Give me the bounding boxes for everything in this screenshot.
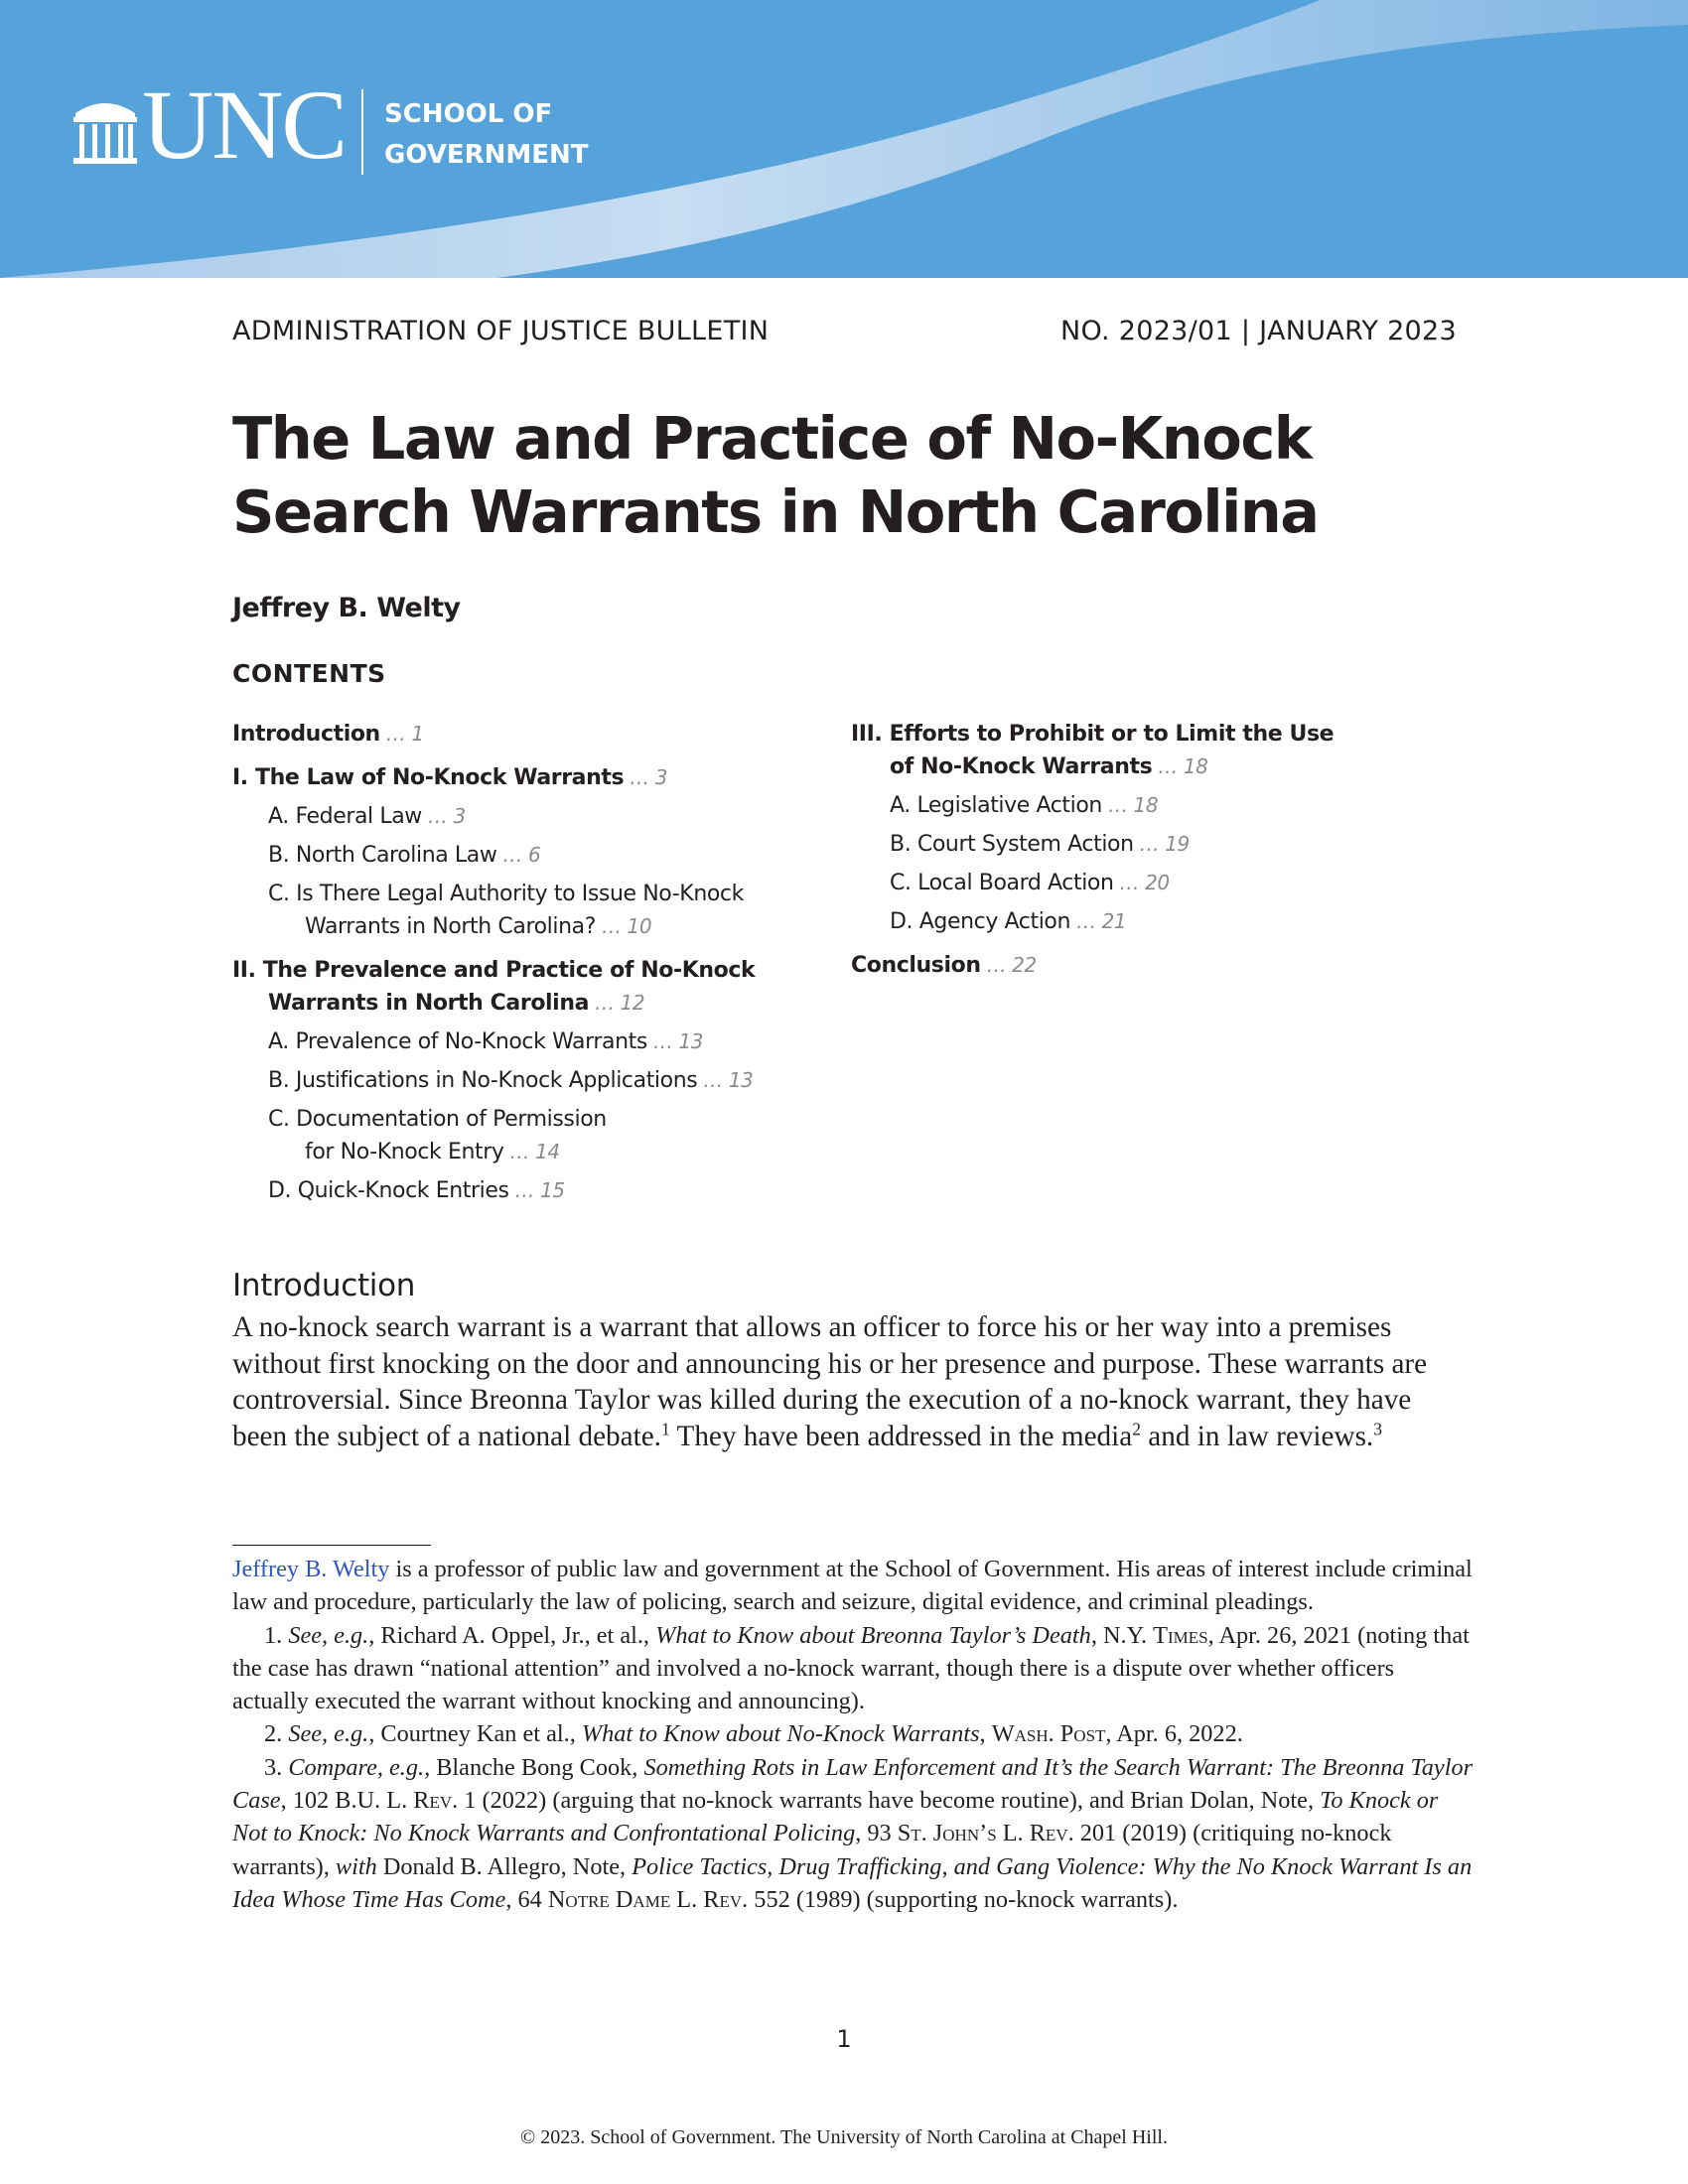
toc-section-2c[interactable] (268, 1107, 607, 1132)
toc-conclusion[interactable] (851, 953, 1037, 978)
toc-label: III. Efforts to Prohibit or to Limit the Use (851, 722, 1335, 747)
toc-leader: … (595, 991, 615, 1015)
toc-page: 3 (654, 765, 668, 789)
toc-section-3-cont[interactable] (890, 754, 1208, 779)
footnote-text: , Apr. 26, 2021 (noting that the case has drawn “national attention” and involved a no-knock warrant, though there is a dispute over whether officers actually executed the warrant without knocking and announcing). (232, 1621, 1470, 1715)
toc-label: B. Court System Action (890, 832, 1134, 857)
title-line-2: Search Warrants in North Carolina (232, 478, 1319, 546)
toc-label: Conclusion (851, 953, 981, 978)
toc-leader: … (514, 1178, 535, 1202)
author-link[interactable]: Jeffrey B. Welty (232, 1556, 390, 1582)
citation-signal: Compare, e.g., (288, 1753, 431, 1781)
unc-logo-text: UNC (142, 69, 347, 180)
citation-title: What to Know about Breonna Taylor’s Death (655, 1621, 1091, 1649)
page-number: 1 (836, 2025, 852, 2053)
footnote-divider (232, 1545, 431, 1546)
old-well-icon (71, 95, 139, 167)
toc-section-1[interactable] (232, 765, 667, 790)
introduction-heading: Introduction (232, 1268, 416, 1303)
footnote-text: Blanche Bong Cook, (430, 1753, 644, 1781)
toc-section-1b[interactable] (268, 843, 540, 868)
footnotes (232, 1553, 1474, 1916)
footnote-ref-1[interactable]: 1 (660, 1418, 670, 1438)
introduction-paragraph (232, 1309, 1464, 1454)
toc-leader: … (502, 843, 523, 867)
footnote-text: Courtney Kan et al., (374, 1720, 582, 1748)
toc-section-3[interactable] (851, 722, 1334, 747)
toc-label: I. The Law of No-Knock Warrants (232, 765, 625, 790)
toc-label: Introduction (232, 722, 380, 747)
toc-section-2d[interactable] (268, 1178, 565, 1203)
toc-label: D. Agency Action (890, 909, 1071, 934)
intro-text: A no-knock search warrant is a warrant that allows an officer to force his or her way into a premises without first knocking on the door and announcing his or her presence and purpose. These warrants are controversial. Since Breonna Taylor was killed during the execution of a no-knock warrant, they have been the subject of a national debate. (232, 1311, 1428, 1452)
toc-section-1c-cont[interactable] (305, 914, 651, 939)
citation-signal: with (335, 1852, 377, 1880)
toc-leader: … (986, 953, 1007, 977)
footnote-text: Richard A. Oppel, Jr., et al., (374, 1621, 656, 1649)
intro-text: They have been addressed in the media (669, 1420, 1133, 1452)
footnote-text: , 102 B.U. L. (280, 1787, 414, 1815)
footnote-3 (232, 1751, 1474, 1916)
citation-title: Police Tactics, Drug Trafficking, and Gang Violence: Why the No Knock Warrant Is an Idea Whose Time Has Come (232, 1852, 1473, 1913)
toc-section-3a[interactable] (890, 793, 1158, 818)
footnote-ref-2[interactable]: 2 (1132, 1418, 1141, 1438)
author-name: Jeffrey B. Welty (232, 593, 461, 623)
footnote-text: , 64 (505, 1885, 548, 1913)
citation-title: What to Know about No-Knock Warrants (581, 1720, 980, 1748)
toc-section-2b[interactable] (268, 1068, 754, 1093)
author-bio-text: is a professor of public law and government at the School of Government. His areas of interest include criminal law and procedure, particularly the law of policing, search and seizure, digital evidence, and criminal pleadings. (232, 1556, 1473, 1616)
footnote-number: 2. (264, 1720, 283, 1748)
footnote-text: Donald B. Allegro, Note, (376, 1852, 633, 1880)
toc-section-2a[interactable] (268, 1029, 703, 1054)
citation-signal: See, e.g., (288, 1621, 375, 1649)
toc-leader: … (1119, 871, 1140, 894)
citation-publication: St. John’s L. Rev. (897, 1820, 1074, 1847)
toc-section-1c[interactable] (268, 882, 744, 906)
toc-page: 12 (620, 991, 645, 1015)
toc-label: Warrants in North Carolina (268, 991, 590, 1016)
toc-page: 10 (627, 914, 652, 938)
toc-label: C. Documentation of Permission (268, 1107, 607, 1132)
toc-page: 13 (678, 1029, 704, 1053)
toc-page: 18 (1183, 754, 1208, 778)
citation-publication: Wash. Post (991, 1720, 1106, 1748)
citation-signal: See, e.g., (288, 1720, 375, 1748)
document-title (232, 402, 1325, 549)
school-of-government-label (384, 94, 589, 176)
toc-label: A. Legislative Action (890, 793, 1102, 818)
footnote-text: 552 (1989) (supporting no-knock warrants). (748, 1885, 1179, 1913)
citation-publication: Rev. (413, 1787, 459, 1815)
toc-leader: … (1076, 909, 1096, 933)
bulletin-number-date: NO. 2023/01 | JANUARY 2023 (1060, 316, 1457, 346)
copyright-notice: © 2023. School of Government. The University of North Carolina at Chapel Hill. (520, 2126, 1168, 2148)
citation-title: To Knock or Not to Knock: No Knock Warrants and Confrontational Policing (232, 1787, 1439, 1847)
toc-page: 1 (411, 722, 424, 746)
footnote-text: 201 (2019) (critiquing no-knock warrants), (232, 1820, 1392, 1880)
author-bio-note (232, 1553, 1474, 1619)
toc-leader: … (652, 1029, 673, 1053)
footnote-number: 1. (264, 1621, 283, 1649)
toc-label: B. North Carolina Law (268, 843, 497, 868)
toc-label: Warrants in North Carolina? (305, 914, 596, 939)
footnote-text: , (979, 1720, 992, 1748)
footnote-number: 3. (264, 1753, 283, 1781)
toc-label: of No-Knock Warrants (890, 754, 1153, 779)
toc-leader: … (1139, 832, 1160, 856)
footnote-1 (232, 1619, 1474, 1718)
toc-leader: … (703, 1068, 723, 1092)
toc-label: A. Federal Law (268, 804, 422, 829)
toc-label: for No-Knock Entry (305, 1140, 504, 1164)
toc-label: B. Justifications in No-Knock Applications (268, 1068, 698, 1093)
toc-leader: … (630, 765, 649, 789)
citation-publication: Notre Dame L. Rev. (547, 1885, 749, 1913)
footnote-ref-3[interactable]: 3 (1373, 1418, 1382, 1438)
toc-label: A. Prevalence of No-Knock Warrants (268, 1029, 647, 1054)
citation-title: Something Rots in Law Enforcement and It’s the Search Warrant: The Breonna Taylor Case (232, 1753, 1474, 1815)
toc-leader: … (601, 914, 622, 938)
footnote-text: , 93 (855, 1820, 898, 1847)
toc-page: 13 (728, 1068, 754, 1092)
intro-text: and in law reviews. (1140, 1420, 1374, 1452)
toc-label: C. Local Board Action (890, 871, 1114, 895)
toc-page: 6 (528, 843, 541, 867)
toc-section-3d[interactable] (890, 909, 1126, 934)
toc-introduction[interactable] (232, 722, 424, 747)
toc-page: 21 (1101, 909, 1127, 933)
toc-leader: … (385, 722, 406, 746)
org-line-1: SCHOOL OF (384, 99, 553, 129)
toc-section-1a[interactable] (268, 804, 466, 829)
toc-page: 19 (1165, 832, 1190, 856)
toc-page: 3 (453, 804, 466, 828)
toc-section-3b[interactable] (890, 832, 1190, 857)
toc-page: 14 (535, 1140, 560, 1163)
footnote-text: , Apr. 6, 2022. (1105, 1720, 1243, 1748)
toc-section-2-cont[interactable] (268, 991, 644, 1016)
toc-page: 15 (540, 1178, 565, 1202)
header-banner (0, 0, 1688, 278)
toc-section-2[interactable] (232, 958, 755, 983)
logo-divider (361, 89, 363, 175)
toc-leader: … (1107, 793, 1128, 817)
contents-heading: CONTENTS (232, 659, 386, 688)
bulletin-series: ADMINISTRATION OF JUSTICE BULLETIN (232, 316, 770, 346)
title-line-1: The Law and Practice of No-Knock (232, 404, 1312, 473)
toc-section-3c[interactable] (890, 871, 1170, 895)
toc-label: II. The Prevalence and Practice of No-Knock (232, 958, 756, 983)
toc-section-2c-cont[interactable] (305, 1140, 560, 1164)
toc-label: C. Is There Legal Authority to Issue No-Knock (268, 882, 744, 906)
toc-page: 18 (1133, 793, 1159, 817)
citation-publication: Times (1153, 1621, 1208, 1649)
footnote-text: , N.Y. (1090, 1621, 1154, 1649)
footnote-2 (232, 1717, 1474, 1750)
toc-leader: … (427, 804, 448, 828)
org-line-2: GOVERNMENT (384, 140, 589, 170)
footnote-text: 1 (2022) (arguing that no-knock warrants have become routine), and Brian Dolan, Note, (458, 1787, 1321, 1815)
toc-label: D. Quick-Knock Entries (268, 1178, 509, 1203)
toc-leader: … (1158, 754, 1178, 778)
toc-page: 20 (1145, 871, 1170, 894)
toc-page: 22 (1012, 953, 1037, 977)
toc-leader: … (509, 1140, 530, 1163)
